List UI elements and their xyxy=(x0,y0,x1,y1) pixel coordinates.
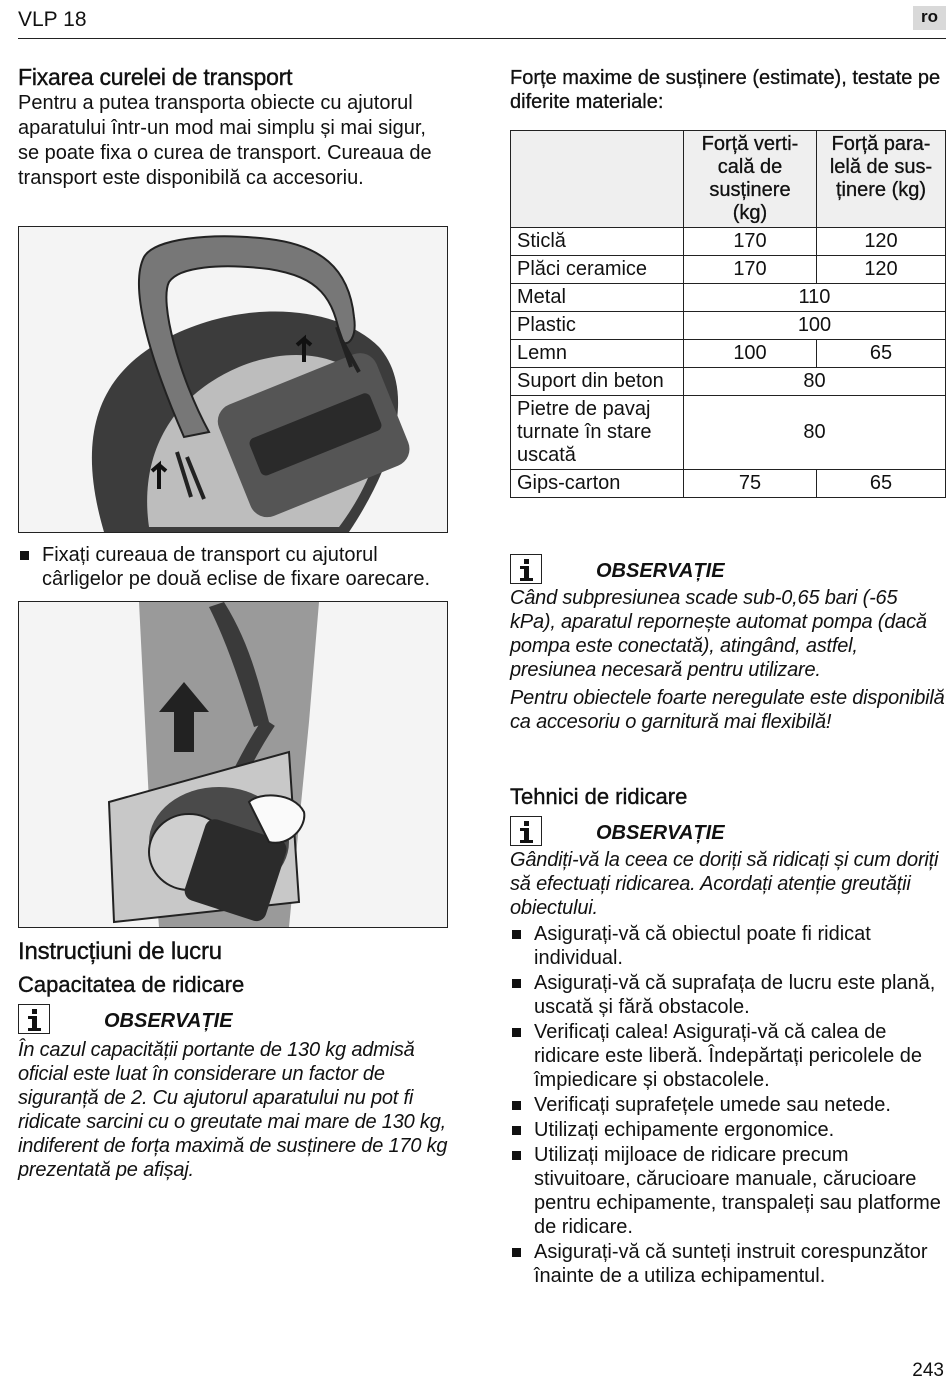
info-icon xyxy=(18,1004,50,1034)
table-row xyxy=(511,368,946,396)
table-header-row xyxy=(511,131,946,228)
page-number: 243 xyxy=(912,1360,944,1381)
lifting-note-header xyxy=(510,816,946,848)
list-item xyxy=(510,971,946,1019)
strap-bullet xyxy=(18,543,448,591)
info-icon xyxy=(510,554,542,584)
strap-paragraph: Pentru a putea transporta obiecte cu ajutorul aparatului într-un mod mai simplu și mai sigur, se poate fixa o curea de transport. Cureaua de transport este disponibilă ca accesoriu. xyxy=(18,92,432,189)
header-divider xyxy=(18,38,946,39)
parallel-force-cell: 120 xyxy=(817,228,946,256)
list-item-text: Asigurați-vă că sunteți instruit corespunzător înainte de a utiliza echipamentul. xyxy=(534,1241,928,1287)
pressure-note-title: OBSERVAȚIE xyxy=(596,560,725,582)
strap-attachment-illustration xyxy=(18,226,448,533)
table-header-vertical: Forță verti-cală de susținere (kg) xyxy=(684,131,817,228)
strap-heading: Fixarea curelei de transport xyxy=(18,64,293,90)
list-item xyxy=(510,922,946,970)
table-row xyxy=(511,396,946,470)
lifting-heading: Tehnici de ridicare xyxy=(510,784,688,809)
table-row xyxy=(511,284,946,312)
lifting-note-title: OBSERVAȚIE xyxy=(596,822,725,844)
list-item xyxy=(510,1020,946,1092)
vertical-force-cell: 100 xyxy=(684,340,817,368)
table-row xyxy=(511,256,946,284)
combined-force-cell: 110 xyxy=(684,284,946,312)
carrying-illustration xyxy=(18,601,448,928)
material-cell: Plăci ceramice xyxy=(511,256,684,284)
material-cell: Sticlă xyxy=(511,228,684,256)
vertical-force-cell: 75 xyxy=(684,470,817,498)
bullet-square-icon xyxy=(20,551,29,560)
table-header-parallel: Forță para-lelă de sus-ținere (kg) xyxy=(817,131,946,228)
table-row xyxy=(511,470,946,498)
force-table-intro: Forțe maxime de susținere (estimate), testate pe diferite materiale: xyxy=(510,67,941,113)
combined-force-cell: 80 xyxy=(684,368,946,396)
table-row xyxy=(511,340,946,368)
pressure-note-header xyxy=(510,554,946,586)
work-instructions-section xyxy=(18,938,448,1182)
force-table-section xyxy=(510,66,946,498)
info-icon xyxy=(510,816,542,846)
material-cell: Gips-carton xyxy=(511,470,684,498)
document-title: VLP 18 xyxy=(18,8,87,31)
lifting-techniques-section xyxy=(510,784,946,1289)
device-with-strap-drawing xyxy=(19,227,447,532)
list-item-text: Utilizați echipamente ergonomice. xyxy=(534,1119,835,1141)
list-item xyxy=(510,1118,946,1142)
parallel-force-cell: 65 xyxy=(817,470,946,498)
strap-section xyxy=(18,64,448,191)
strap-bullet-text: Fixați cureaua de transport cu ajutorul cârligelor pe două eclise de fixare oarecare. xyxy=(42,544,430,590)
list-item xyxy=(510,1093,946,1117)
parallel-force-cell: 120 xyxy=(817,256,946,284)
pressure-note xyxy=(510,554,946,734)
material-cell: Lemn xyxy=(511,340,684,368)
bullet-square-icon xyxy=(512,1126,521,1135)
bullet-square-icon xyxy=(512,1101,521,1110)
combined-force-cell: 100 xyxy=(684,312,946,340)
bullet-square-icon xyxy=(512,1151,521,1160)
vertical-force-cell: 170 xyxy=(684,256,817,284)
bullet-square-icon xyxy=(512,930,521,939)
list-item-text: Asigurați-vă că obiectul poate fi ridicat individual. xyxy=(534,923,871,969)
bullet-square-icon xyxy=(512,979,521,988)
capacity-note-text: În cazul capacității portante de 130 kg admisă oficial este luat în considerare un factor de siguranță de 2. Cu ajutorul aparatului nu pot fi ridicate sarcini cu o greutate mai mare de 130 kg, indiferent de forța maximă de susținere de 170 kg prezentată pe afișaj. xyxy=(18,1039,448,1181)
lifting-capacity-subheading: Capacitatea de ridicare xyxy=(18,972,245,997)
list-item-text: Verificați calea! Asigurați-vă că calea de ridicare este liberă. Îndepărtați pericolele de împiedicare și obstacolele. xyxy=(534,1021,922,1091)
list-item-text: Verificați suprafețele umede sau netede. xyxy=(534,1094,891,1116)
lifting-note-text: Gândiți-vă la ceea ce doriți să ridicați și cum doriți să efectuați ridicarea. Acordați atenție greutății obiectului. xyxy=(510,849,939,919)
seal-note-text: Pentru obiectele foarte neregulate este disponibilă ca accesoriu o garnitură mai flexibilă! xyxy=(510,687,945,733)
list-item-text: Utilizați mijloace de ridicare precum stivuitoare, cărucioare manuale, cărucioare pentru echipamente, transpaleți sau platforme de ridicare. xyxy=(534,1144,941,1238)
max-force-table xyxy=(510,130,946,498)
material-cell: Plastic xyxy=(511,312,684,340)
parallel-force-cell: 65 xyxy=(817,340,946,368)
capacity-note-header xyxy=(18,1004,448,1036)
material-cell: Suport din beton xyxy=(511,368,684,396)
material-cell: Pietre de pavaj turnate în stare uscată xyxy=(511,396,684,470)
vertical-force-cell: 170 xyxy=(684,228,817,256)
combined-force-cell: 80 xyxy=(684,396,946,470)
pressure-note-text: Când subpresiunea scade sub-0,65 bari (-65 kPa), aparatul repornește automat pompa (dacă pompa este conectată), atingând, astfel, presiunea necesară pentru utilizare. xyxy=(510,587,927,681)
bullet-square-icon xyxy=(512,1028,521,1037)
language-badge: ro xyxy=(913,6,946,30)
lifting-bullet-list xyxy=(510,922,946,1288)
table-header-material xyxy=(511,131,684,228)
strap-bullet-list xyxy=(18,543,448,592)
material-cell: Metal xyxy=(511,284,684,312)
person-carrying-panel-drawing xyxy=(19,602,447,927)
list-item xyxy=(510,1240,946,1288)
table-row xyxy=(511,312,946,340)
work-heading: Instrucțiuni de lucru xyxy=(18,938,222,965)
capacity-note-title: OBSERVAȚIE xyxy=(104,1010,233,1032)
table-row xyxy=(511,228,946,256)
list-item xyxy=(510,1143,946,1239)
list-item-text: Asigurați-vă că suprafața de lucru este plană, uscată și fără obstacole. xyxy=(534,972,936,1018)
bullet-square-icon xyxy=(512,1248,521,1257)
